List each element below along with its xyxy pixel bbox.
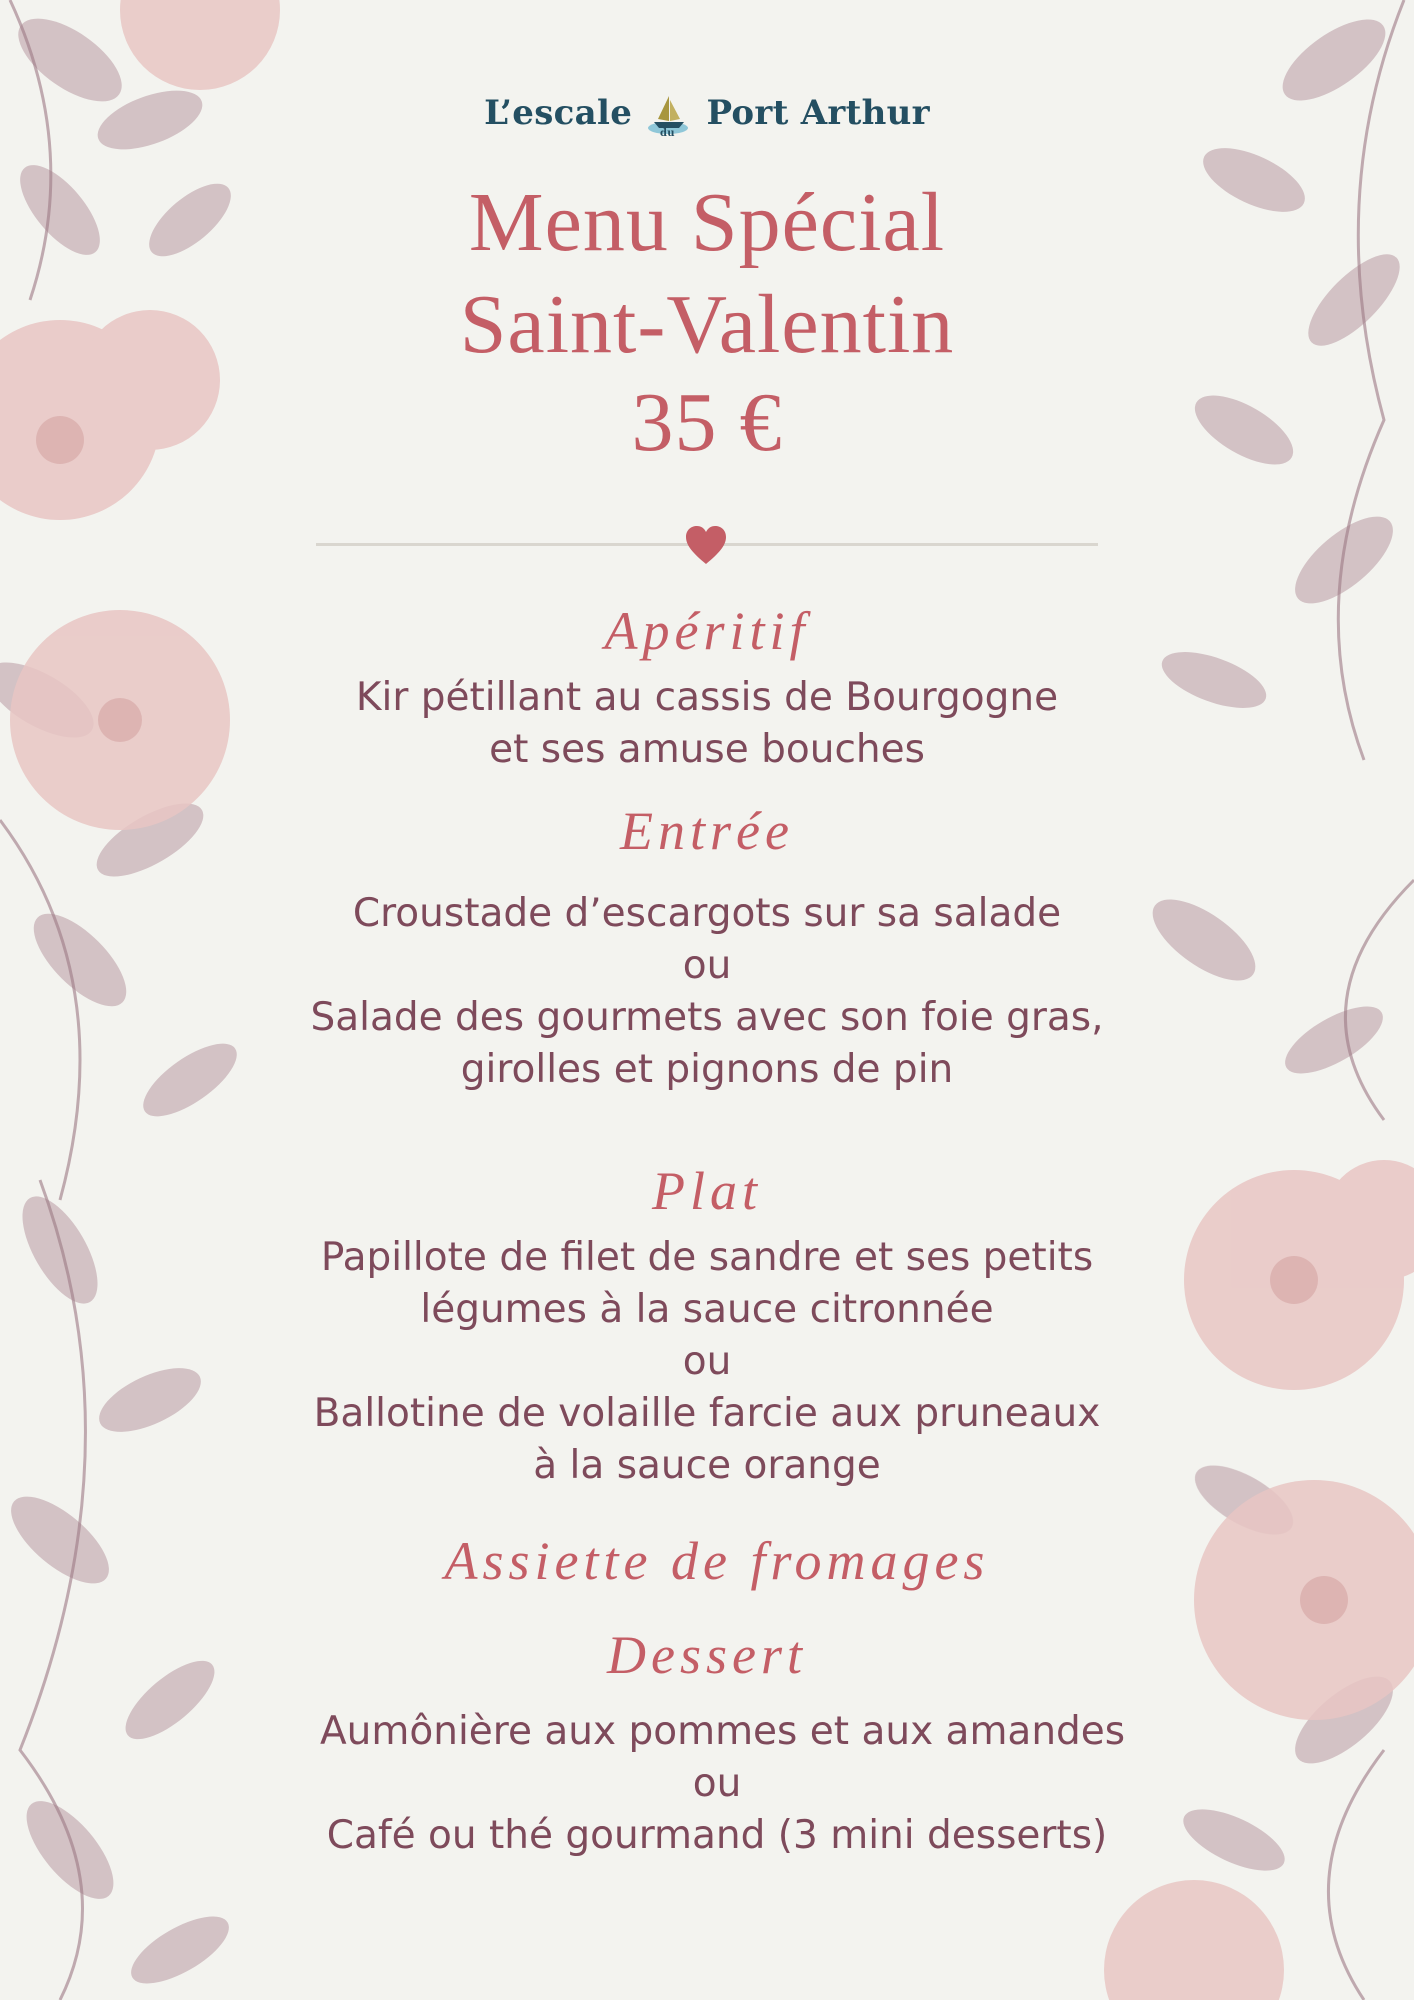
menu-line: ou	[682, 943, 732, 988]
floral-decoration-left	[0, 0, 330, 2000]
section-entree-lines	[300, 888, 1114, 1096]
brand-name-right: Port Arthur	[706, 93, 930, 133]
section-plat-lines	[300, 1232, 1114, 1492]
section-heading-aperitif: Apéritif	[604, 601, 810, 661]
brand-name-mid: du	[660, 128, 676, 138]
menu-line: Papillote de filet de sandre et ses petits	[320, 1235, 1094, 1280]
section-heading-entree: Entrée	[620, 801, 794, 861]
brand-name-left: L’escale	[484, 93, 633, 133]
section-aperitif-lines	[300, 672, 1114, 776]
menu-line: ou	[692, 1761, 742, 1806]
menu-line: à la sauce orange	[533, 1443, 881, 1488]
menu-line: Café ou thé gourmand (3 mini desserts)	[326, 1813, 1108, 1858]
menu-line: girolles et pignons de pin	[460, 1047, 954, 1092]
section-heading-fromages: Assiette de fromages	[444, 1531, 990, 1591]
brand-logo	[300, 92, 1114, 138]
sailboat-icon	[646, 92, 692, 138]
section-heading-plat: Plat	[652, 1161, 762, 1221]
menu-line: ou	[682, 1339, 732, 1384]
floral-decoration-right	[1084, 0, 1414, 2000]
menu-line: légumes à la sauce citronnée	[420, 1287, 994, 1332]
menu-line: Aumônière aux pommes et aux amandes	[320, 1709, 1126, 1754]
menu-line: Kir pétillant au cassis de Bourgogne	[355, 675, 1059, 720]
menu-line: et ses amuse bouches	[489, 727, 925, 772]
section-dessert-lines	[300, 1706, 1126, 1862]
title-line-2: Saint-Valentin	[459, 278, 955, 371]
heart-icon	[684, 524, 728, 566]
title-line-1: Menu Spécial	[468, 176, 946, 269]
price: 35 €	[631, 376, 783, 469]
menu-line: Ballotine de volaille farcie aux pruneaux	[313, 1391, 1101, 1436]
menu-line: Salade des gourmets avec son foie gras,	[310, 995, 1104, 1040]
section-heading-dessert: Dessert	[607, 1625, 807, 1685]
menu-line: Croustade d’escargots sur sa salade	[352, 891, 1062, 936]
menu-content	[300, 0, 1126, 2000]
